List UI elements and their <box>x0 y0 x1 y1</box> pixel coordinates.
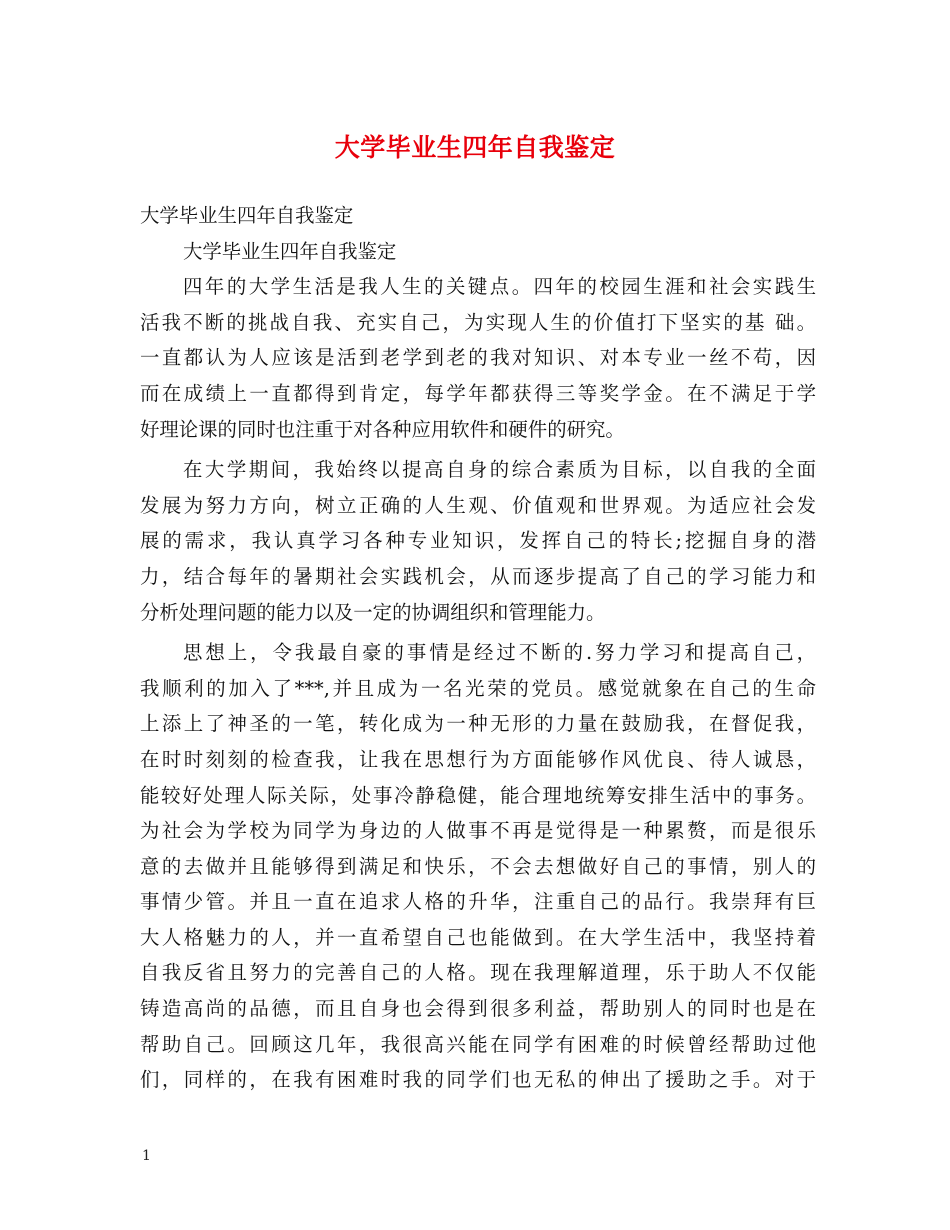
paragraph-3-line: 意的去做并且能够得到满足和快乐，不会去想做好自己的事情，别人的 <box>140 854 816 878</box>
paragraph-1-line: 一直都认为人应该是活到老学到老的我对知识、对本专业一丝不苟，因 <box>140 346 816 370</box>
paragraph-3-line: 大人格魅力的人，并一直希望自己也能做到。在大学生活中，我坚持着 <box>140 925 816 949</box>
paragraph-3-line: 思想上，令我最自豪的事情是经过不断的.努力学习和提高自己， <box>183 641 816 665</box>
paragraph-3-line: 我顺利的加入了***,并且成为一名光荣的党员。感觉就象在自己的生命 <box>140 676 816 700</box>
paragraph-3-line: 们，同样的，在我有困难时我的同学们也无私的伸出了援助之手。对于 <box>140 1068 816 1092</box>
paragraph-1-line: 四年的大学生活是我人生的关键点。四年的校园生涯和社会实践生 <box>183 275 816 299</box>
paragraph-3-line: 上添上了神圣的一笔，转化成为一种无形的力量在鼓励我，在督促我， <box>140 712 816 736</box>
paragraph-2-line: 力，结合每年的暑期社会实践机会，从而逐步提高了自己的学习能力和 <box>140 564 816 588</box>
paragraph-3-line: 能较好处理人际关际，处事冷静稳健，能合理地统筹安排生活中的事务。 <box>140 783 816 807</box>
paragraph-1-line: 活我不断的挑战自我、充实自己，为实现人生的价值打下坚实的基 础。 <box>140 310 816 334</box>
paragraph-2-line: 发展为努力方向，树立正确的人生观、价值观和世界观。为适应社会发 <box>140 493 816 517</box>
paragraph-3-line: 自我反省且努力的完善自己的人格。现在我理解道理，乐于助人不仅能 <box>140 961 816 985</box>
paragraph-3-line: 帮助自己。回顾这几年，我很高兴能在同学有困难的时候曾经帮助过他 <box>140 1032 816 1056</box>
paragraph-1-line: 好理论课的同时也注重于对各种应用软件和硬件的研究。 <box>140 417 625 441</box>
paragraph-3-line: 铸造高尚的品德，而且自身也会得到很多利益，帮助别人的同时也是在 <box>140 997 816 1021</box>
heading-line: 大学毕业生四年自我鉴定 <box>140 204 354 227</box>
paragraph-2-line: 展的需求，我认真学习各种专业知识，发挥自己的特长;挖掘自身的潜 <box>140 529 816 553</box>
document-title: 大学毕业生四年自我鉴定 <box>334 133 616 162</box>
document-body <box>140 198 816 1098</box>
paragraph-3-line: 在时时刻刻的检查我，让我在思想行为方面能够作风优良、待人诚恳， <box>140 747 816 771</box>
paragraph-3-line: 事情少管。并且一直在追求人格的升华，注重自己的品行。我崇拜有巨 <box>140 890 816 914</box>
paragraph-3-line: 为社会为学校为同学为身边的人做事不再是觉得是一种累赘，而是很乐 <box>140 819 816 843</box>
page-number: 1 <box>142 1148 151 1164</box>
paragraph-2-line: 在大学期间，我始终以提高自身的综合素质为目标，以自我的全面 <box>183 458 816 482</box>
paragraph-2-line: 分析处理问题的能力以及一定的协调组织和管理能力。 <box>140 600 606 624</box>
subheading-line: 大学毕业生四年自我鉴定 <box>183 239 397 263</box>
paragraph-1-line: 而在成绩上一直都得到肯定，每学年都获得三等奖学金。在不满足于学 <box>140 381 816 405</box>
